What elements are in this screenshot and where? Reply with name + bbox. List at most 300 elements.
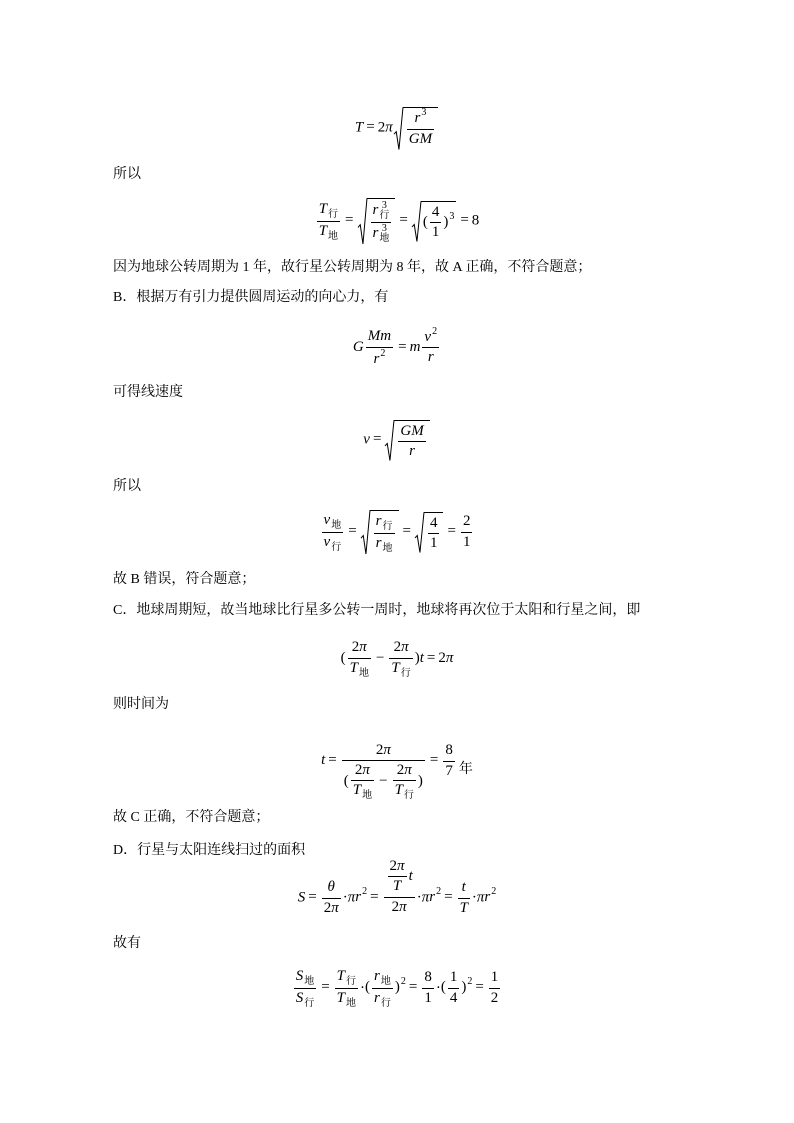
script-base	[373, 202, 379, 218]
script-base	[337, 990, 345, 1006]
script-base	[296, 968, 304, 984]
math-scripted	[372, 200, 390, 221]
math-symbol: ·	[416, 889, 422, 906]
superscript	[491, 887, 496, 897]
script-stack	[491, 887, 496, 897]
math-symbol: (	[422, 213, 428, 230]
math-variable: π	[445, 650, 454, 667]
math-symbol: 1	[431, 224, 440, 240]
math-operator: =	[328, 752, 337, 769]
math-symbol: 2	[462, 513, 471, 530]
fraction-denominator	[335, 989, 358, 1009]
math-operator: =	[426, 650, 436, 667]
script-base	[395, 782, 403, 798]
math-variable: π	[421, 889, 430, 906]
math-square-root	[358, 198, 396, 244]
script-base	[350, 660, 358, 676]
math-fraction	[371, 201, 392, 244]
script-base	[424, 329, 431, 345]
math-symbol: 2	[396, 762, 405, 778]
math-variable: G	[352, 339, 364, 356]
math-square-root	[394, 107, 438, 150]
math-variable: π	[476, 889, 485, 906]
math-variable: T	[318, 222, 328, 239]
math-fraction	[461, 513, 473, 551]
fraction-denominator	[366, 348, 393, 368]
math-symbol: 地	[328, 230, 339, 242]
math-symbol: 2	[438, 650, 446, 667]
fraction-denominator	[461, 533, 473, 551]
math-fraction	[389, 639, 412, 678]
math-scripted	[373, 347, 386, 367]
math-variable: r	[427, 349, 434, 365]
math-symbol: ·	[360, 979, 366, 996]
math-square-root	[361, 510, 399, 554]
radicand	[370, 510, 399, 554]
formula-relative-revolution	[0, 629, 794, 689]
script-stack	[381, 999, 391, 1009]
math-fraction	[398, 423, 425, 461]
math-symbol: (	[340, 650, 346, 667]
superscript	[380, 349, 385, 359]
superscript	[432, 327, 437, 337]
subscript	[331, 521, 341, 531]
math-operator: =	[321, 979, 330, 996]
fraction-denominator	[317, 222, 340, 242]
math-operator: =	[447, 523, 456, 540]
math-variable: T	[391, 659, 400, 676]
math-variable: π	[399, 898, 407, 915]
script-base	[353, 782, 361, 798]
math-symbol: 2	[436, 886, 442, 898]
math-scripted	[422, 203, 455, 240]
radicand	[394, 420, 429, 461]
script-base	[376, 535, 382, 551]
math-symbol: 行	[304, 997, 315, 1009]
math-operator: =	[366, 119, 375, 136]
subscript	[362, 791, 372, 801]
subscript	[379, 234, 389, 244]
fraction-denominator	[398, 442, 425, 460]
math-symbol: 行	[346, 975, 357, 987]
radical-sign	[394, 107, 403, 150]
radical-sign	[385, 420, 394, 461]
script-base	[484, 889, 490, 905]
fraction-numerator	[348, 639, 371, 658]
math-variable: r	[372, 225, 379, 241]
math-symbol: ·	[471, 889, 477, 906]
script-base	[324, 512, 331, 528]
math-symbol: 行	[382, 521, 393, 532]
fraction-numerator	[351, 762, 374, 781]
text-hence: 故有	[113, 936, 141, 951]
radical-sign	[412, 201, 421, 242]
math-operator: =	[475, 979, 484, 996]
formula-speed-ratio	[0, 502, 794, 562]
math-symbol: 8	[445, 742, 453, 759]
math-symbol: 2	[467, 976, 473, 988]
script-stack	[404, 791, 414, 801]
math-symbol: )	[443, 213, 449, 230]
math-scripted	[352, 782, 373, 802]
subscript	[383, 522, 393, 532]
subscript	[404, 791, 414, 801]
math-symbol: 地	[331, 519, 342, 531]
superscript	[449, 212, 454, 222]
fraction-numerator	[371, 201, 392, 223]
script-base	[374, 351, 380, 367]
math-fraction	[407, 108, 434, 148]
fraction-numerator	[388, 858, 407, 877]
fraction-numerator	[374, 513, 395, 534]
fraction-numerator	[448, 969, 460, 988]
math-symbol: 2	[490, 989, 499, 1006]
fraction-denominator	[348, 659, 371, 679]
formula-kepler-period	[0, 98, 794, 158]
text-therefore-1: 所以	[113, 167, 141, 182]
script-base	[376, 513, 382, 529]
fraction-numerator	[443, 742, 455, 761]
math-variable: T	[354, 119, 364, 136]
fraction-denominator	[372, 989, 393, 1009]
math-variable: r	[429, 889, 436, 906]
math-symbol: 行	[379, 210, 390, 221]
formula-body	[341, 639, 454, 678]
math-symbol: ·	[342, 889, 348, 906]
math-fraction	[322, 512, 344, 553]
math-fraction	[489, 969, 501, 1007]
math-scripted	[355, 886, 368, 906]
formula-body	[315, 198, 480, 244]
math-scripted	[394, 782, 414, 802]
script-stack	[383, 544, 393, 554]
math-variable: S	[295, 989, 304, 1006]
math-scripted	[295, 989, 315, 1009]
math-operator: −	[375, 650, 385, 667]
math-scripted	[375, 513, 393, 532]
math-symbol: (	[343, 773, 349, 790]
math-variable: r	[375, 535, 382, 551]
formula-swept-area	[0, 858, 794, 934]
math-symbol: 行	[400, 667, 411, 679]
fraction-denominator	[322, 899, 341, 917]
math-symbol: 3	[381, 200, 387, 211]
script-base	[319, 201, 327, 217]
fraction-numerator	[422, 969, 434, 988]
fraction-numerator	[489, 969, 501, 988]
math-variable: r	[374, 967, 380, 984]
math-symbol: 2	[377, 119, 386, 136]
math-variable: π	[347, 889, 356, 906]
script-base	[414, 110, 420, 126]
script-base	[296, 990, 304, 1006]
text-speed-intro: 可得线速度	[113, 385, 183, 400]
math-scripted	[375, 535, 393, 554]
fraction-numerator	[317, 201, 340, 222]
radicand	[421, 201, 457, 242]
math-variable: T	[459, 899, 468, 916]
math-symbol: 4	[429, 514, 438, 531]
math-variable: t	[408, 868, 413, 885]
formula-body	[320, 510, 475, 554]
fraction-denominator	[458, 899, 470, 917]
math-operator: =	[444, 889, 453, 906]
math-symbol: 1	[449, 969, 458, 986]
math-variable: v	[424, 328, 432, 345]
math-symbol: 2	[432, 325, 438, 337]
math-symbol: 2	[375, 741, 384, 758]
math-scripted	[484, 886, 497, 906]
math-operator: =	[399, 212, 408, 229]
subscript	[381, 977, 391, 987]
radicand	[424, 512, 444, 553]
subscript	[304, 977, 314, 987]
formula-period-ratio	[0, 191, 794, 251]
math-symbol: 行	[380, 997, 391, 1009]
math-fraction	[422, 969, 434, 1007]
subscript	[379, 211, 389, 221]
script-stack	[383, 522, 393, 532]
math-variable: v	[323, 533, 331, 550]
subscript	[304, 999, 314, 1009]
fraction-numerator	[428, 515, 440, 534]
fraction-denominator	[294, 989, 317, 1009]
subscript	[328, 232, 338, 242]
math-symbol: 3	[449, 210, 455, 222]
fraction-denominator	[322, 533, 344, 553]
text-option-b-conclusion: 故 B 错误，符合题意；	[113, 572, 256, 587]
script-stack	[304, 977, 314, 987]
math-symbol: 1	[424, 989, 432, 1006]
text-option-a-conclusion: 因为地球公转周期为 1 年，故行星公转周期为 8 年，故 A 正确，不符合题意；	[113, 260, 592, 275]
script-stack	[379, 224, 389, 244]
fraction-denominator	[407, 130, 434, 148]
math-symbol: 行	[403, 790, 414, 802]
math-variable: π	[362, 762, 370, 778]
math-operator: =	[308, 889, 317, 906]
math-symbol: 4	[431, 203, 440, 220]
fraction-numerator	[458, 879, 470, 898]
fraction-numerator	[342, 742, 425, 761]
radicand	[403, 107, 438, 150]
fraction-denominator	[422, 989, 434, 1007]
math-variable: π	[385, 119, 393, 136]
math-symbol: ·	[435, 979, 441, 996]
radical-sign	[361, 510, 370, 554]
math-symbol: )	[417, 773, 423, 790]
math-symbol: 2	[351, 639, 360, 656]
math-variable: r	[355, 889, 362, 906]
math-variable: GM	[400, 422, 424, 439]
math-operator: =	[398, 339, 407, 356]
math-operator: −	[379, 773, 388, 790]
subscript	[383, 544, 393, 554]
formula-time	[0, 725, 794, 802]
math-symbol: 2	[389, 858, 398, 875]
math-variable: GM	[408, 130, 433, 147]
math-fraction	[443, 742, 455, 780]
math-scripted	[414, 107, 427, 127]
math-variable: π	[401, 639, 409, 656]
fraction-denominator	[351, 781, 374, 801]
subscript	[359, 669, 369, 679]
fraction-numerator	[422, 327, 439, 348]
text-option-c-conclusion: 故 C 正确，不符合题意；	[113, 810, 270, 825]
radicand	[367, 198, 396, 244]
math-scripted	[365, 967, 406, 1009]
math-variable: T	[336, 989, 346, 1006]
math-fraction	[458, 879, 470, 917]
fraction-denominator	[428, 534, 440, 552]
formula-area-ratio	[0, 958, 794, 1018]
math-fraction	[372, 968, 393, 1009]
script-base	[324, 534, 331, 550]
subscript	[331, 543, 341, 553]
script-base	[440, 969, 467, 1006]
subscript	[328, 210, 338, 220]
math-symbol: 4	[449, 989, 458, 1006]
fraction-denominator	[489, 989, 501, 1007]
math-symbol: 2	[323, 899, 332, 916]
subscript	[346, 977, 356, 987]
math-symbol: )	[461, 979, 467, 996]
subscript	[381, 999, 391, 1009]
text-option-d-intro: D．行星与太阳连线扫过的面积	[113, 843, 306, 858]
math-scripted	[374, 989, 391, 1009]
math-variable: v	[323, 511, 331, 528]
script-base	[374, 990, 380, 1006]
math-variable: t	[419, 650, 424, 667]
math-fraction	[294, 968, 317, 1009]
fraction-denominator	[371, 223, 392, 244]
fraction-numerator	[407, 108, 434, 129]
script-base	[391, 660, 399, 676]
fraction-denominator	[389, 659, 412, 679]
fraction-denominator	[443, 762, 455, 780]
fraction-numerator	[372, 968, 393, 989]
math-scripted	[440, 969, 473, 1006]
script-base	[373, 225, 379, 241]
superscript	[421, 108, 426, 118]
fraction-numerator	[366, 328, 393, 347]
script-base	[429, 889, 435, 905]
script-stack	[331, 543, 341, 553]
script-stack	[381, 977, 391, 987]
fraction-numerator	[335, 968, 358, 989]
math-variable: π	[383, 741, 391, 758]
math-scripted	[391, 659, 411, 679]
script-base	[422, 203, 449, 240]
math-fraction	[428, 515, 440, 553]
math-symbol: 行	[331, 541, 342, 553]
fraction-denominator	[430, 223, 442, 241]
text-option-c-intro: C．地球周期短，故当地球比行星多公转一周时，地球将再次位于太阳和行星之间，即	[113, 603, 641, 618]
script-base	[355, 889, 361, 905]
math-variable: π	[404, 762, 412, 778]
math-variable: r	[374, 989, 380, 1006]
fraction-numerator	[389, 639, 412, 658]
math-scripted	[323, 511, 342, 531]
math-symbol: 1	[490, 969, 499, 986]
math-symbol: 1	[462, 533, 471, 550]
formula-body	[363, 420, 430, 461]
math-scripted	[424, 325, 438, 345]
script-base	[319, 223, 327, 239]
math-variable: t	[321, 752, 326, 769]
script-stack	[346, 999, 356, 1009]
radical-sign	[415, 512, 424, 553]
math-fraction	[351, 762, 374, 801]
fraction-numerator	[398, 423, 425, 442]
fraction-numerator	[294, 968, 317, 989]
math-operator: =	[402, 523, 411, 540]
math-symbol: 8	[424, 969, 432, 986]
script-stack	[304, 999, 314, 1009]
fraction-denominator	[384, 898, 415, 916]
formula-body	[352, 325, 441, 368]
math-scripted	[374, 967, 391, 987]
math-square-root	[385, 420, 429, 461]
script-stack	[449, 212, 454, 222]
script-stack	[380, 349, 385, 359]
math-variable: v	[363, 431, 370, 448]
math-symbol: 地	[382, 543, 393, 554]
math-variable: T	[352, 782, 362, 799]
math-variable: r	[484, 889, 491, 906]
script-base	[365, 967, 400, 1009]
radical-sign	[358, 198, 367, 244]
script-stack	[362, 791, 372, 801]
subscript	[346, 999, 356, 1009]
math-fraction	[342, 742, 425, 802]
math-fraction	[448, 969, 460, 1007]
math-symbol: 地	[346, 997, 357, 1009]
math-variable: m	[409, 339, 421, 356]
math-symbol: 地	[304, 975, 315, 987]
math-symbol: 8	[471, 212, 480, 229]
math-variable: T	[392, 878, 402, 895]
formula-gravity-centripetal	[0, 318, 794, 378]
script-base	[337, 968, 345, 984]
math-symbol: 地	[362, 790, 373, 802]
math-fraction	[388, 858, 407, 896]
fraction-denominator	[342, 761, 425, 801]
math-square-root	[415, 512, 444, 553]
script-stack	[432, 327, 437, 337]
math-symbol: 行	[328, 208, 339, 220]
script-stack	[359, 669, 369, 679]
math-symbol: 2	[362, 886, 368, 898]
math-symbol: )	[394, 979, 400, 996]
math-variable: π	[397, 858, 405, 875]
formula-body	[321, 731, 473, 802]
fraction-denominator	[388, 877, 407, 895]
math-symbol: 地	[380, 975, 391, 987]
math-variable: r	[375, 513, 382, 529]
math-variable: r	[409, 443, 415, 459]
math-operator: =	[408, 979, 418, 996]
math-symbol: )	[414, 650, 420, 667]
math-scripted	[323, 533, 342, 553]
math-symbol: 2	[391, 898, 400, 915]
math-fraction	[348, 639, 371, 678]
fraction-numerator	[384, 858, 415, 898]
math-variable: r	[414, 110, 421, 127]
math-variable: π	[331, 899, 339, 916]
math-variable: t	[461, 879, 466, 896]
math-variable: T	[336, 967, 346, 984]
math-variable: r	[373, 350, 380, 367]
